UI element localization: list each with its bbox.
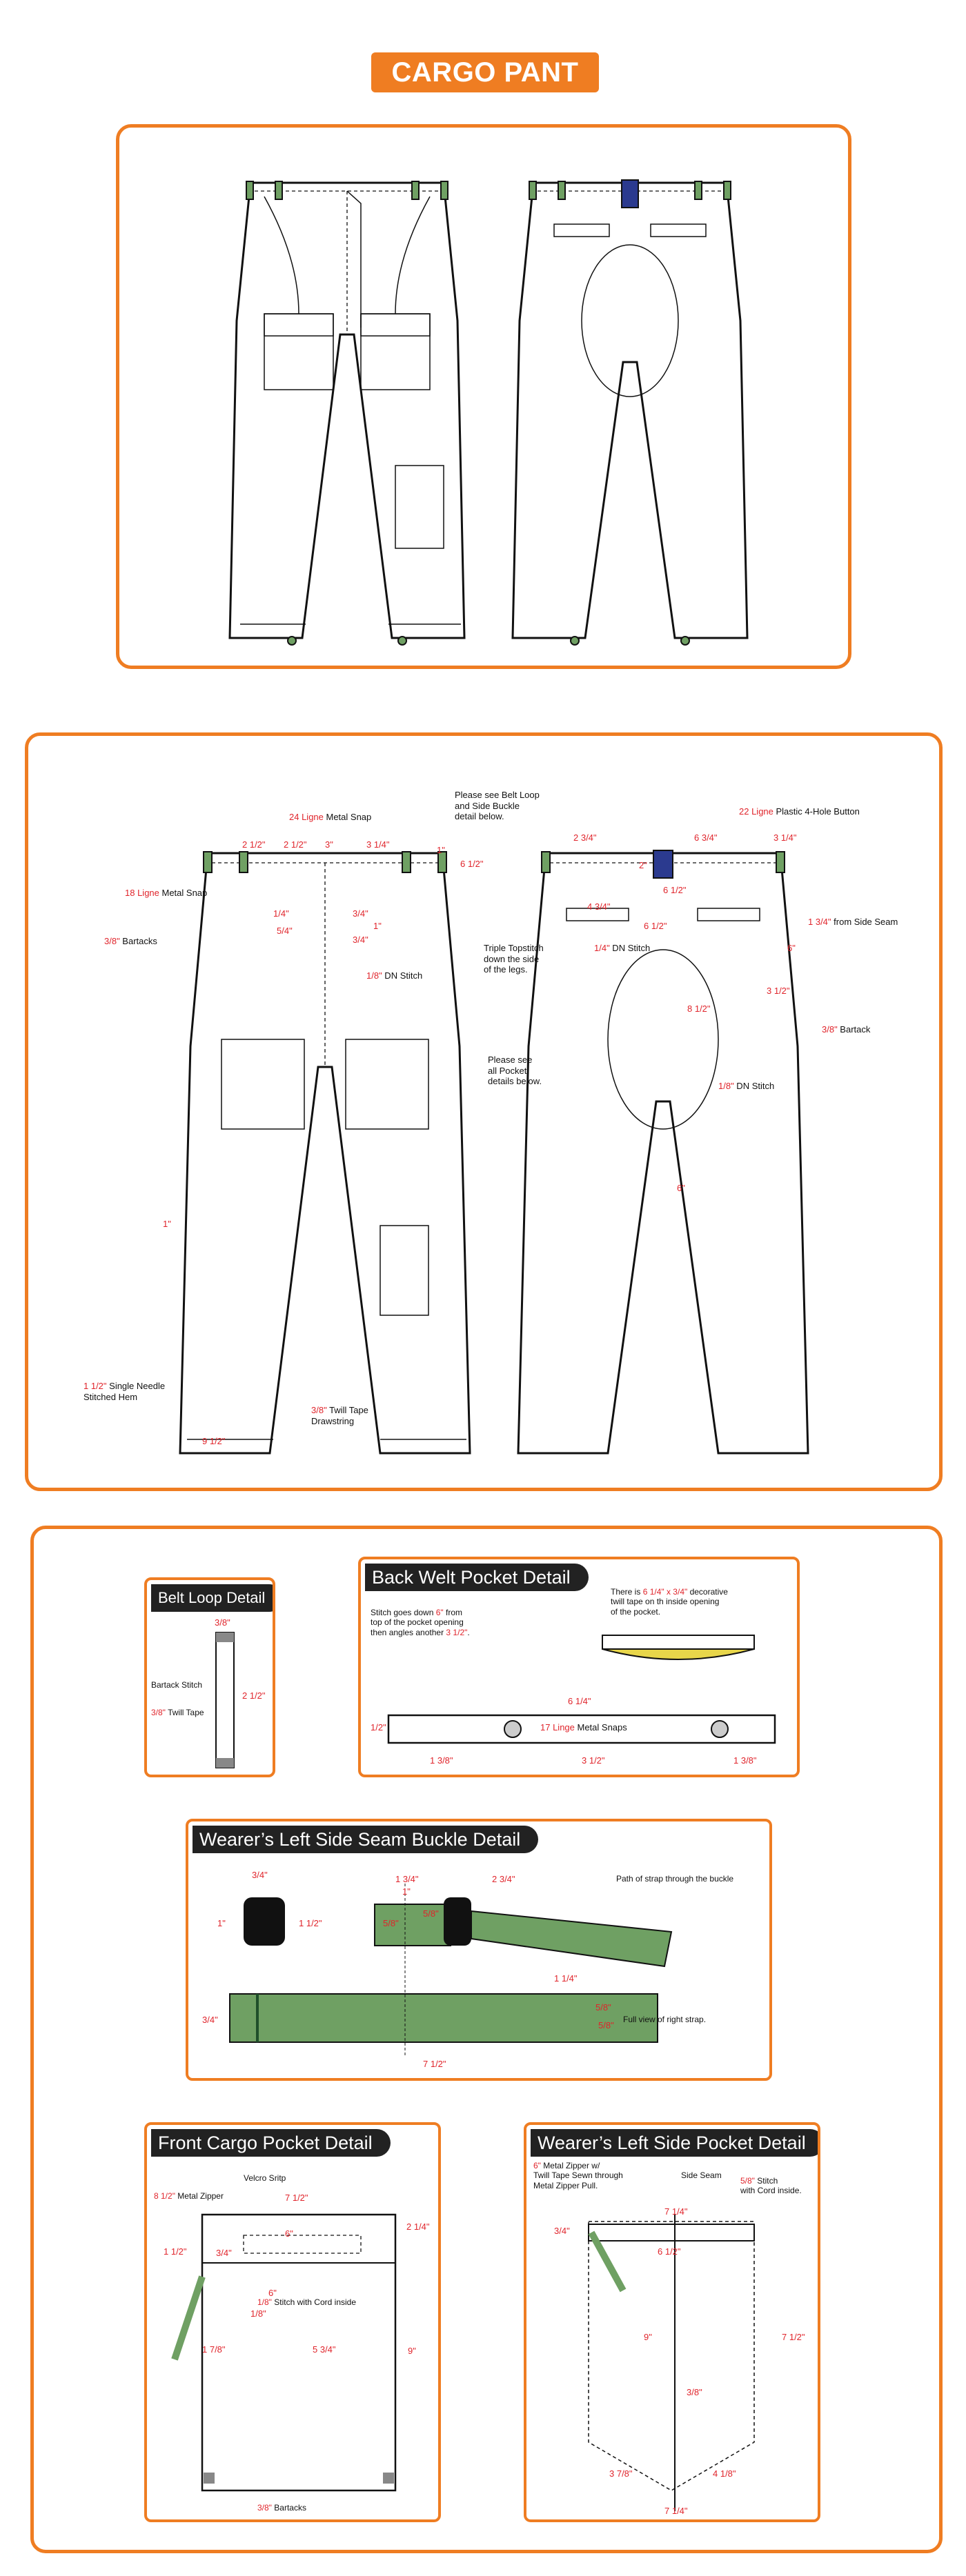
back-dim: 4 3/4" [587,901,611,912]
buckle-drawing [195,1870,761,2063]
cargo-dim: 6" [285,2228,293,2239]
buckle-title: Wearer’s Left Side Seam Buckle Detail [193,1826,538,1853]
buckle-dim: 1 1/4" [554,1973,578,1984]
belt-loop-detail [144,1577,275,1777]
side-pocket-dim: 6 1/2" [658,2246,681,2257]
back-welt-snaps-label: 17 Linge Metal Snaps [540,1722,627,1733]
belt-loop-title: Belt Loop Detail [151,1584,275,1612]
front-dim: 1" [373,921,382,931]
cargo-dim: 7 1/2" [285,2193,308,2203]
front-dim: 2 1/2" [242,839,266,850]
buckle-dim: 5/8" [423,1908,439,1919]
back-dim: 6" [677,1183,685,1193]
cargo-bartacks-label: 3/8" Bartacks [257,2503,306,2513]
full-view-label: Full view of right strap. [623,2015,707,2024]
cargo-dim: 5 3/4" [313,2344,336,2355]
back-dim: 2" [639,860,647,870]
front-dim: 6 1/2" [460,859,484,869]
side-pocket-dim: 4 1/8" [713,2468,736,2479]
back-pant-sketch [506,155,754,652]
cargo-zipper-label: 8 1/2" Metal Zipper [154,2191,224,2201]
front-cargo-title: Front Cargo Pocket Detail [151,2129,391,2157]
front-dim: 1/4" [273,908,289,919]
buckle-dim: 1" [217,1918,226,1928]
back-pant-spec-sketch [511,839,815,1474]
front-dim: 5/4" [277,926,293,936]
side-pocket-dim: 9" [644,2332,652,2342]
buckle-dim: 1 3/4" [395,1874,419,1884]
side-pocket-dim: 7 1/4" [664,2506,688,2516]
metal-snap-24-callout: 24 Ligne Metal Snap [289,812,372,822]
left-side-pocket-detail [524,2122,820,2522]
side-pocket-dim: 7 1/2" [782,2332,805,2342]
plastic-button-callout: 22 Ligne Plastic 4-Hole Button [739,806,860,817]
back-welt-title: Back Welt Pocket Detail [365,1564,589,1591]
back-welt-dim: 1/2" [371,1722,386,1733]
belt-loop-tape-label: 3/8" Twill Tape [151,1708,204,1717]
side-pocket-dim: 3 7/8" [609,2468,633,2479]
back-welt-dim: 6 1/4" [568,1696,591,1706]
buckle-dim: 1 1/2" [299,1918,322,1928]
metal-snap-18-callout: 18 Ligne Metal Snap [125,888,208,898]
buckle-dim: 3/4" [252,1870,268,1880]
side-pocket-dim: 3/8" [687,2387,702,2397]
drawstring-callout: 3/8" Twill Tape Drawstring [311,1405,368,1426]
front-dim: 1" [437,845,445,855]
front-dim: 3" [325,839,333,850]
bartack-back-callout: 3/8" Bartack [822,1024,871,1035]
side-pocket-title: Wearer’s Left Side Pocket Detail [531,2129,820,2157]
bartacks-callout: 3/8" Bartacks [104,936,157,946]
back-dim: 3 1/4" [773,832,797,843]
page-title: CARGO PANT [371,52,599,92]
buckle-dim: 5/8" [598,2020,614,2030]
back-dim: 6 1/2" [644,921,667,931]
buckle-dim: 7 1/2" [423,2059,446,2069]
back-welt-left-note: Stitch goes down 6" from top of the pocket opening then angles another 3 1/2". [371,1608,470,1637]
cargo-dim: 2 1/4" [406,2221,430,2232]
side-seam-buckle-detail [186,1819,772,2081]
details-panel [30,1526,943,2553]
side-seam-label: Side Seam [681,2170,722,2180]
back-dim: 6" [787,943,796,953]
back-welt-dim: 3 1/2" [582,1755,605,1766]
flat-sketch-panel [116,124,851,669]
back-welt-pocket-detail [358,1557,800,1777]
welt-tape-drawing [595,1628,761,1670]
cargo-dim: 3/4" [216,2248,232,2258]
belt-loop-note: Please see Belt Loop and Side Buckle detail below. [455,790,540,822]
cargo-stitch-label: 1/8" Stitch with Cord inside [257,2297,357,2307]
side-pocket-dim: 3/4" [554,2226,570,2236]
dn-stitch-back-callout: 1/8" DN Stitch [718,1081,775,1091]
side-pocket-dim: 7 1/4" [664,2206,688,2217]
buckle-dim: 1" [402,1886,411,1897]
cargo-dim: 9" [408,2346,416,2356]
buckle-dim: 3/4" [202,2015,218,2025]
front-dim: 3 1/4" [366,839,390,850]
velcro-label: Velcro Sritp [244,2173,286,2183]
back-dim: 3 1/2" [767,986,790,996]
dn-stitch-back-quarter-callout: 1/4" DN Stitch [594,943,651,953]
buckle-dim: 2 3/4" [492,1874,515,1884]
cargo-dim: 1 7/8" [202,2344,226,2355]
cargo-dim: 1/8" [250,2308,266,2319]
buckle-dim: 5/8" [595,2002,611,2013]
front-dim: 2 1/2" [284,839,307,850]
front-dim: 3/4" [353,935,368,945]
hem-callout: 1 1/2" Single Needle Stitched Hem [83,1381,166,1402]
front-pant-spec-sketch [173,839,477,1474]
front-pant-sketch [223,155,471,652]
back-dim: 8 1/2" [687,1004,711,1014]
dn-stitch-front-callout: 1/8" DN Stitch [366,970,423,981]
belt-loop-dim: 3/8" [215,1617,230,1628]
back-dim: 6 1/2" [663,885,687,895]
spec-panel [25,732,943,1491]
front-cargo-pocket-detail [144,2122,441,2522]
back-dim: 2 3/4" [573,832,597,843]
cargo-dim: 1 1/2" [164,2246,187,2257]
side-pocket-drawing [582,2215,761,2511]
belt-loop-dim: 2 1/2" [242,1690,266,1701]
belt-loop-drawing [212,1628,239,1773]
cargo-dim: 6" [268,2288,277,2298]
back-dim: 6 3/4" [694,832,718,843]
belt-loop-bartack-label: Bartack Stitch [151,1680,203,1690]
front-dim: 9 1/2" [202,1436,226,1446]
strap-path-label: Path of strap through the buckle [616,1874,734,1884]
back-welt-right-note: There is 6 1/4" x 3/4" decorative twill tape on th inside opening of the pocket. [611,1587,728,1617]
front-dim: 3/4" [353,908,368,919]
side-seam-callout: 1 3/4" from Side Seam [808,917,898,927]
buckle-dim: 5/8" [383,1918,399,1928]
front-dim: 1" [163,1219,171,1229]
side-stitch-label: 5/8" Stitch with Cord inside. [740,2176,802,2196]
back-welt-dim: 1 3/8" [733,1755,757,1766]
pocket-note: Please see all Pocket details below. [488,1055,542,1087]
triple-topstitch-note: Triple Topstitch down the side of the legs. [484,943,544,975]
back-welt-dim: 1 3/8" [430,1755,453,1766]
side-zipper-label: 6" Metal Zipper w/ Twill Tape Sewn through Metal Zipper Pull. [533,2161,623,2190]
